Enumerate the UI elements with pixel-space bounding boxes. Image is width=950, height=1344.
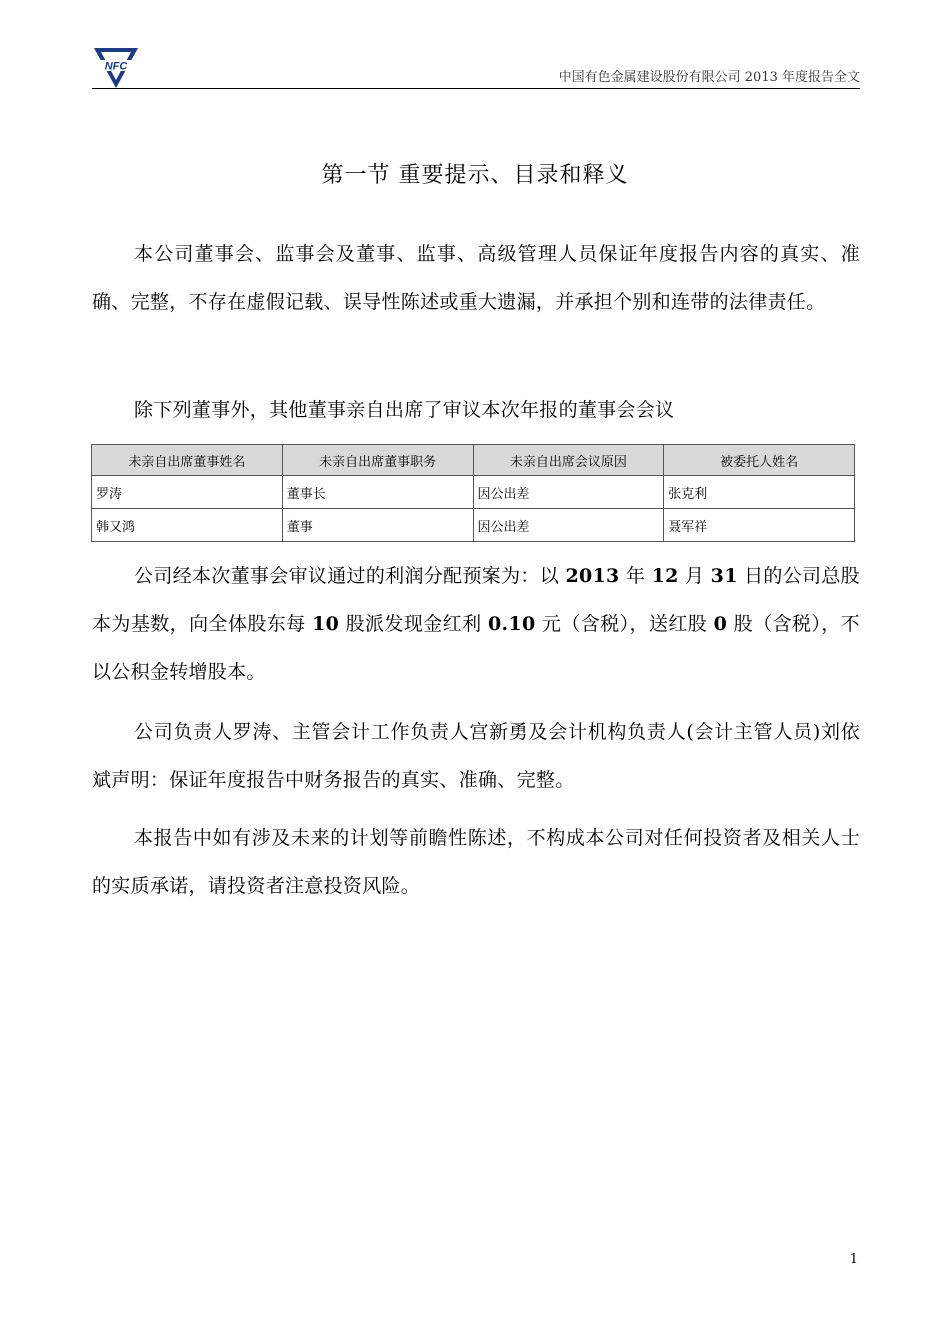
table-row [92, 509, 855, 542]
dividend-text: 股（含税），不以公积金转增股本。 [92, 613, 860, 683]
header-title: 中国有色金属建设股份有限公司 2013 年度报告全文 [558, 70, 860, 85]
page-number: 1 [849, 1252, 858, 1267]
paragraph-responsible-persons: 公司负责人罗涛、主管会计工作负责人宫新勇及会计机构负责人(会计主管人员)刘依斌声明：保证年度报告中财务报告的真实、准确、完整。 [92, 721, 860, 791]
table-row [92, 476, 855, 509]
header-divider [92, 88, 860, 89]
dividend-text: 年 [619, 565, 652, 587]
dividend-year: 2013 [565, 565, 620, 587]
dividend-day: 31 [710, 565, 738, 587]
table-cell: 韩又鸿 [92, 509, 283, 542]
table-header-row [92, 445, 855, 476]
table-cell: 罗涛 [92, 476, 283, 509]
paragraph-absent-directors: 除下列董事外，其他董事亲自出席了审议本次年报的董事会会议 [134, 399, 675, 421]
table-cell: 聂军祥 [664, 509, 855, 542]
table-header-cell: 未亲自出席董事姓名 [92, 445, 283, 476]
table-cell: 董事长 [282, 476, 473, 509]
table-cell: 因公出差 [473, 476, 664, 509]
dividend-text: 公司经本次董事会审议通过的利润分配预案为：以 [134, 565, 566, 587]
dividend-shares: 10 [312, 613, 340, 635]
section-title: 第一节 重要提示、目录和释义 [321, 163, 629, 188]
dividend-text: 日的公司总股本为基数，向全体股东每 [92, 565, 860, 635]
paragraph-dividend [92, 552, 860, 696]
company-logo [92, 46, 140, 90]
paragraph-forward-looking: 本报告中如有涉及未来的计划等前瞻性陈述，不构成本公司对任何投资者及相关人士的实质承诺，请投资者注意投资风险。 [92, 827, 860, 897]
table-header-cell: 未亲自出席董事职务 [282, 445, 473, 476]
table-header-cell: 未亲自出席会议原因 [473, 445, 664, 476]
dividend-amount: 0.10 [487, 613, 536, 635]
absent-directors-table [91, 444, 855, 542]
logo-text: NFC [104, 60, 128, 73]
dividend-text: 股派发现金红利 [339, 613, 488, 635]
dividend-text: 元（含税），送红股 [535, 613, 714, 635]
table-cell: 张克利 [664, 476, 855, 509]
table-cell: 董事 [282, 509, 473, 542]
dividend-month: 12 [651, 565, 679, 587]
table-header-cell: 被委托人姓名 [664, 445, 855, 476]
paragraph-guarantee: 本公司董事会、监事会及董事、监事、高级管理人员保证年度报告内容的真实、准确、完整，不存在虚假记载、误导性陈述或重大遗漏，并承担个别和连带的法律责任。 [92, 243, 860, 313]
dividend-bonus: 0 [713, 613, 728, 635]
dividend-text: 月 [678, 565, 711, 587]
table-cell: 因公出差 [473, 509, 664, 542]
